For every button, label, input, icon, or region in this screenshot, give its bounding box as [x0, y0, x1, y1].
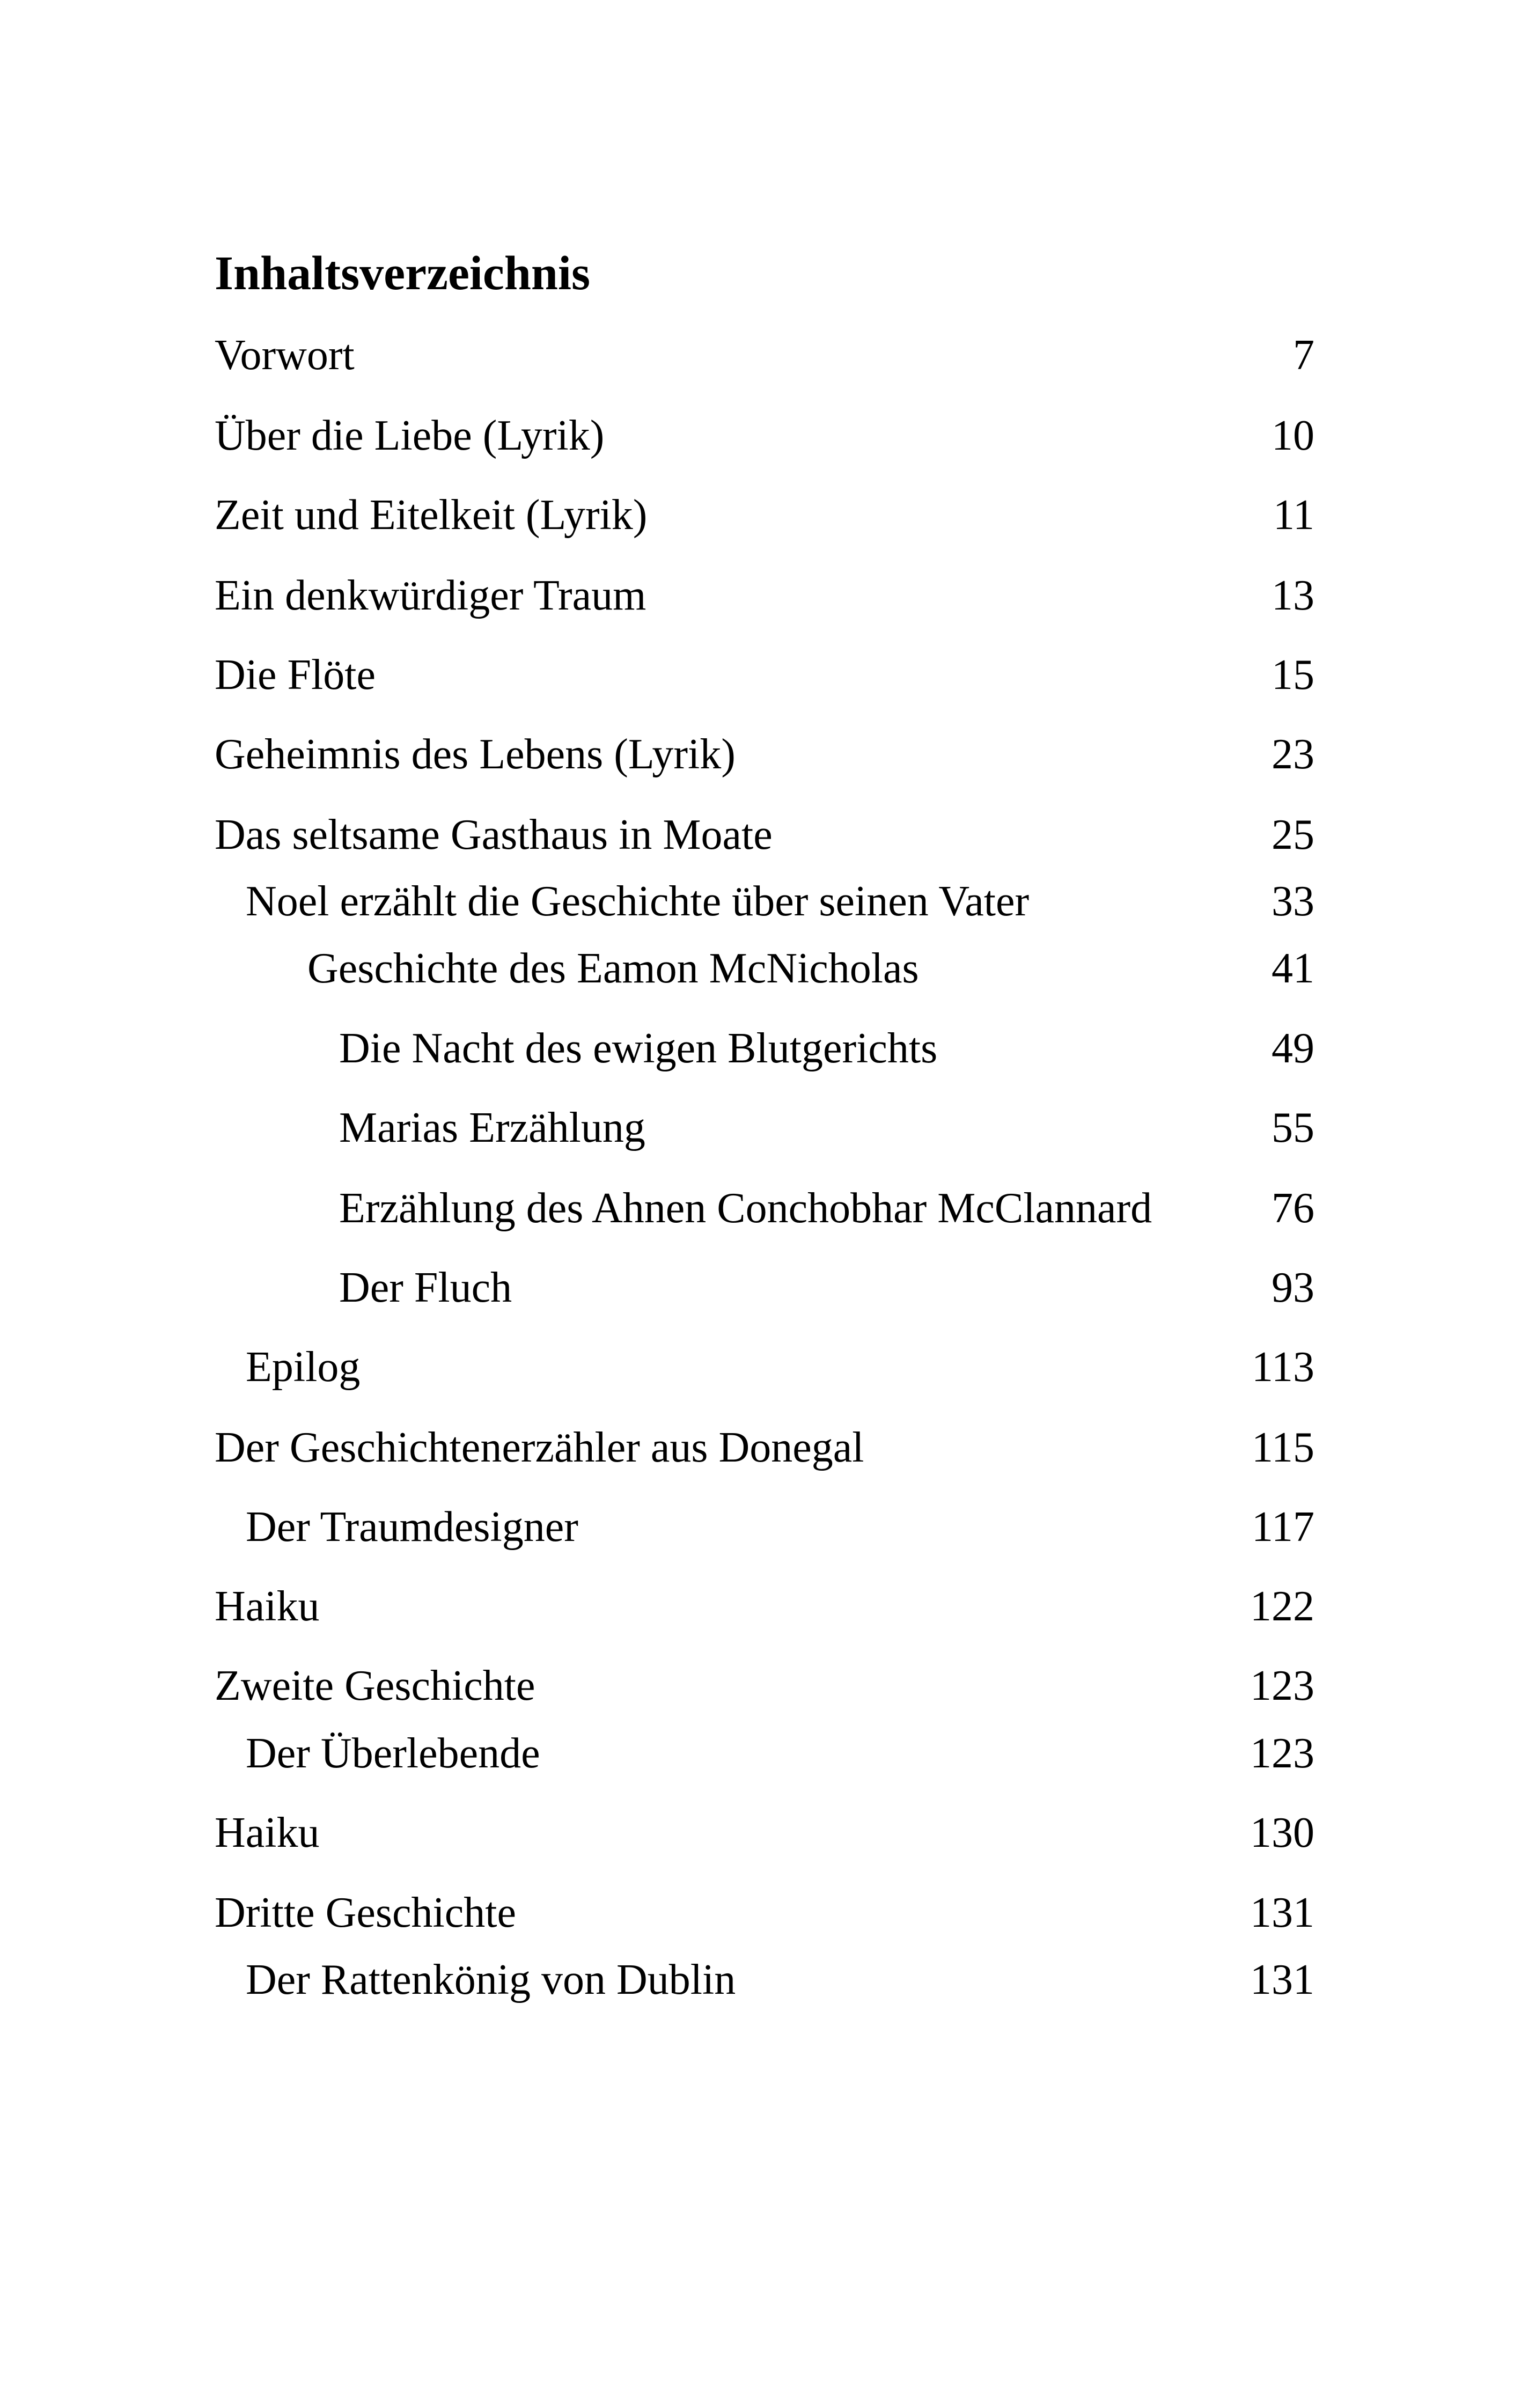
toc-entry	[0, 1574, 1521, 1639]
toc-entry	[0, 1948, 1521, 2012]
toc-entry-label: Der Geschichtenerzähler aus Donegal	[215, 1424, 864, 1471]
toc-entry-label: Erzählung des Ahnen Conchobhar McClannard	[339, 1185, 1152, 1232]
toc-entry-label: Zweite Geschichte	[215, 1662, 535, 1709]
toc-entry-page-number: 113	[1251, 1344, 1314, 1391]
toc-entry-label: Geheimnis des Lebens (Lyrik)	[215, 731, 736, 778]
toc-entry-page-number: 33	[1272, 878, 1314, 925]
toc-entry	[0, 1721, 1521, 1786]
toc-entry-label: Dritte Geschichte	[215, 1889, 516, 1936]
toc-entry-page-number: 130	[1250, 1809, 1314, 1856]
toc-entry-label: Die Flöte	[215, 651, 376, 699]
toc-entry-page-number: 23	[1272, 731, 1314, 778]
toc-entry-label: Geschichte des Eamon McNicholas	[307, 945, 919, 992]
toc-entry-page-number: 41	[1272, 945, 1314, 992]
toc-entry	[0, 643, 1521, 707]
toc-entry-label: Vorwort	[215, 332, 355, 379]
toc-entry-page-number: 11	[1273, 491, 1314, 539]
toc-entry	[0, 1881, 1521, 1945]
toc-entry-label: Der Rattenkönig von Dublin	[246, 1956, 736, 2003]
toc-entry-label: Epilog	[246, 1344, 361, 1391]
toc-entry-label: Das seltsame Gasthaus in Moate	[215, 811, 773, 858]
toc-entry-page-number: 123	[1250, 1730, 1314, 1777]
toc-entry-label: Ein denkwürdiger Traum	[215, 572, 646, 619]
toc-entry-page-number: 76	[1272, 1185, 1314, 1232]
toc-entry-page-number: 7	[1293, 332, 1314, 379]
toc-entry	[0, 869, 1521, 934]
toc-entry	[0, 1654, 1521, 1718]
toc-entry-label: Zeit und Eitelkeit (Lyrik)	[215, 491, 648, 539]
toc-entry	[0, 803, 1521, 867]
toc-entry	[0, 323, 1521, 387]
toc-entry-label: Der Traumdesigner	[246, 1503, 578, 1551]
toc-entry-page-number: 131	[1250, 1889, 1314, 1936]
toc-entry	[0, 1256, 1521, 1320]
toc-entry-page-number: 49	[1272, 1025, 1314, 1072]
toc-entry	[0, 1176, 1521, 1240]
toc-entry-page-number: 10	[1272, 412, 1314, 459]
toc-entry-page-number: 93	[1272, 1264, 1314, 1311]
toc-entry-label: Noel erzählt die Geschichte über seinen Vater	[246, 878, 1030, 925]
toc-entry-label: Die Nacht des ewigen Blutgerichts	[339, 1025, 938, 1072]
toc-entry-page-number: 55	[1272, 1104, 1314, 1151]
toc-entry	[0, 483, 1521, 547]
toc-entry-page-number: 13	[1272, 572, 1314, 619]
toc-entry-label: Haiku	[215, 1583, 320, 1630]
toc-entry	[0, 1415, 1521, 1480]
toc-entry	[0, 936, 1521, 1001]
toc-entry-page-number: 117	[1251, 1503, 1314, 1551]
toc-entry-page-number: 115	[1251, 1424, 1314, 1471]
toc-entry-label: Haiku	[215, 1809, 320, 1856]
toc-entry	[0, 563, 1521, 628]
toc-entry-page-number: 123	[1250, 1662, 1314, 1709]
toc-entry	[0, 722, 1521, 787]
toc-entry-page-number: 131	[1250, 1956, 1314, 2003]
toc-entry-label: Marias Erzählung	[339, 1104, 645, 1151]
toc-entry	[0, 403, 1521, 468]
toc-entry-label: Über die Liebe (Lyrik)	[215, 412, 605, 459]
toc-title: Inhaltsverzeichnis	[215, 247, 591, 300]
toc-entry-label: Der Überlebende	[246, 1730, 540, 1777]
toc-entry-page-number: 122	[1250, 1583, 1314, 1630]
toc-entry-page-number: 25	[1272, 811, 1314, 858]
toc-entry	[0, 1495, 1521, 1559]
toc-entry-page-number: 15	[1272, 651, 1314, 699]
toc-entry-label: Der Fluch	[339, 1264, 512, 1311]
toc-entry	[0, 1096, 1521, 1160]
toc-entry	[0, 1335, 1521, 1399]
toc-entry	[0, 1801, 1521, 1865]
toc-entry	[0, 1016, 1521, 1081]
